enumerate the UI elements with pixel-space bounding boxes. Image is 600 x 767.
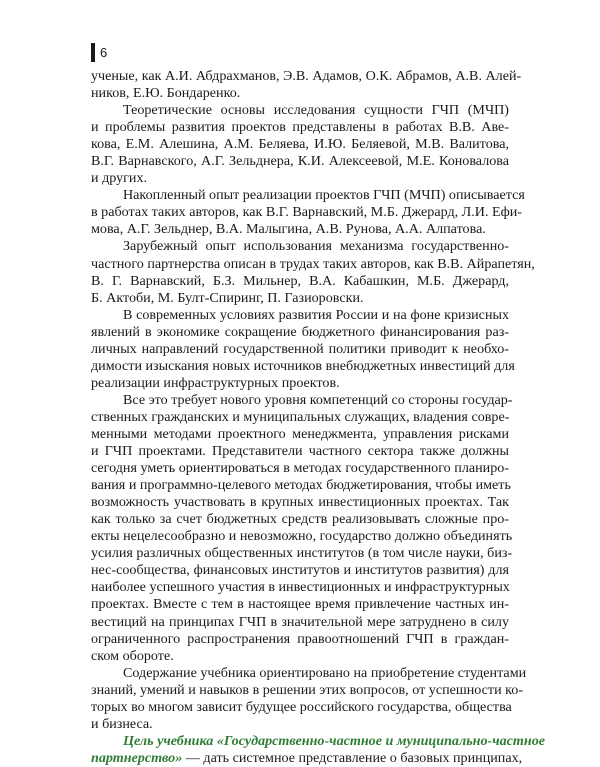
page-number-marker bbox=[91, 43, 107, 62]
text-line: В. Г. Варнавский, Б.З. Мильнер, В.А. Кабашкин, М.Б. Джерард, bbox=[91, 272, 509, 289]
text-line: ников, Е.Ю. Бондаренко. bbox=[91, 85, 241, 102]
text-line: сегодня уметь ориентироваться в методах государственного планиро- bbox=[91, 460, 509, 477]
text-line: В современных условиях развития России и на фоне кризисных bbox=[123, 306, 509, 323]
text-line: Теоретические основы исследования сущности ГЧП (МЧП) bbox=[123, 102, 509, 119]
text-line: Зарубежный опыт использования механизма государственно- bbox=[123, 238, 509, 255]
text-line: вестиций на принципах ГЧП в значительной мере затруднено в силу bbox=[91, 613, 509, 630]
text-line: мова, А.Г. Зельднер, В.А. Малыгина, А.В. Рунова, А.А. Алпатова. bbox=[91, 221, 486, 238]
text-line: вания и программно-целевого методах бюджетирования, чтобы иметь bbox=[91, 477, 511, 494]
text-line: явлений в экономике сокращение бюджетного финансирования раз- bbox=[91, 323, 509, 340]
goal-text: — дать системное представление о базовых принципах, bbox=[182, 749, 523, 766]
text-line: личных направлений государственной политики приводит к необхо- bbox=[91, 340, 509, 357]
text-line: Все это требует нового уровня компетенций со стороны государ- bbox=[123, 391, 513, 408]
text-line: ском обороте. bbox=[91, 647, 174, 664]
text-line: Содержание учебника ориентировано на приобретение студентами bbox=[123, 664, 527, 681]
text-line: нес-сообщества, финансовых институтов и институтов развития) для bbox=[91, 562, 509, 579]
text-line: возможность участвовать в крупных инвестиционных проектах. Так bbox=[91, 494, 509, 511]
goal-accent-text: партнерство» bbox=[91, 749, 183, 766]
text-line: торых во многом зависит будущее российского государства, общества bbox=[91, 698, 512, 715]
text-line: проектах. Вместе с тем в настоящее время привлечение частных ин- bbox=[91, 596, 509, 613]
text-line: частного партнерства описан в трудах таких авторов, как В.В. Айрапетян, bbox=[91, 255, 535, 272]
goal-line-2 bbox=[91, 749, 523, 767]
text-line: Б. Актоби, М. Булт-Спиринг, П. Газиоровски. bbox=[91, 289, 364, 306]
goal-line-1 bbox=[91, 732, 546, 750]
text-line: в работах таких авторов, как В.Г. Варнавский, М.Б. Джерард, Л.И. Ефи- bbox=[91, 204, 522, 221]
goal-accent-text: Цель учебника «Государственно-частное и муниципально-частное bbox=[123, 732, 546, 749]
text-line: и других. bbox=[91, 170, 148, 187]
page-number-bar bbox=[91, 43, 95, 62]
body-text bbox=[91, 68, 546, 767]
text-line: и ГЧП проектами. Представители частного сектора также должны bbox=[91, 443, 509, 460]
page-number: 6 bbox=[100, 45, 108, 60]
text-line: реализации инфраструктурных проектов. bbox=[91, 374, 340, 391]
text-line: димости изыскания новых источников внебюджетных инвестиций для bbox=[91, 357, 515, 374]
text-line: и проблемы развития проектов представлены в работах В.В. Аве- bbox=[91, 119, 509, 136]
text-line: менными методами проектного менеджмента, управления рисками bbox=[91, 425, 509, 442]
text-line: и бизнеса. bbox=[91, 715, 153, 732]
text-line: ственных гражданских и муниципальных служащих, владения совре- bbox=[91, 408, 510, 425]
text-line: знаний, умений и навыков в решении этих вопросов, от успешности ко- bbox=[91, 681, 524, 698]
text-line: кова, Е.М. Алешина, А.М. Беляева, И.Ю. Беляевой, М.В. Валитова, bbox=[91, 136, 509, 153]
text-line: ученые, как А.И. Абдрахманов, Э.В. Адамов, О.К. Абрамов, А.В. Алей- bbox=[91, 68, 522, 84]
text-line: Накопленный опыт реализации проектов ГЧП (МЧП) описывается bbox=[123, 187, 525, 204]
text-line: В.Г. Варнавского, А.Г. Зельднера, К.И. Алексеевой, М.Е. Коновалова bbox=[91, 153, 509, 170]
text-line: наиболее успешного участия в инвестиционных и инфраструктурных bbox=[91, 579, 510, 596]
text-line: усилия различных общественных институтов (в том числе науки, биз- bbox=[91, 545, 513, 562]
text-line: екты нецелесообразно и невозможно, государство должно объединять bbox=[91, 528, 513, 545]
text-line: ограниченного распространения правоотношений ГЧП в граждан- bbox=[91, 630, 509, 647]
text-line: как только за счет бюджетных средств реализовывать сложные про- bbox=[91, 511, 509, 528]
